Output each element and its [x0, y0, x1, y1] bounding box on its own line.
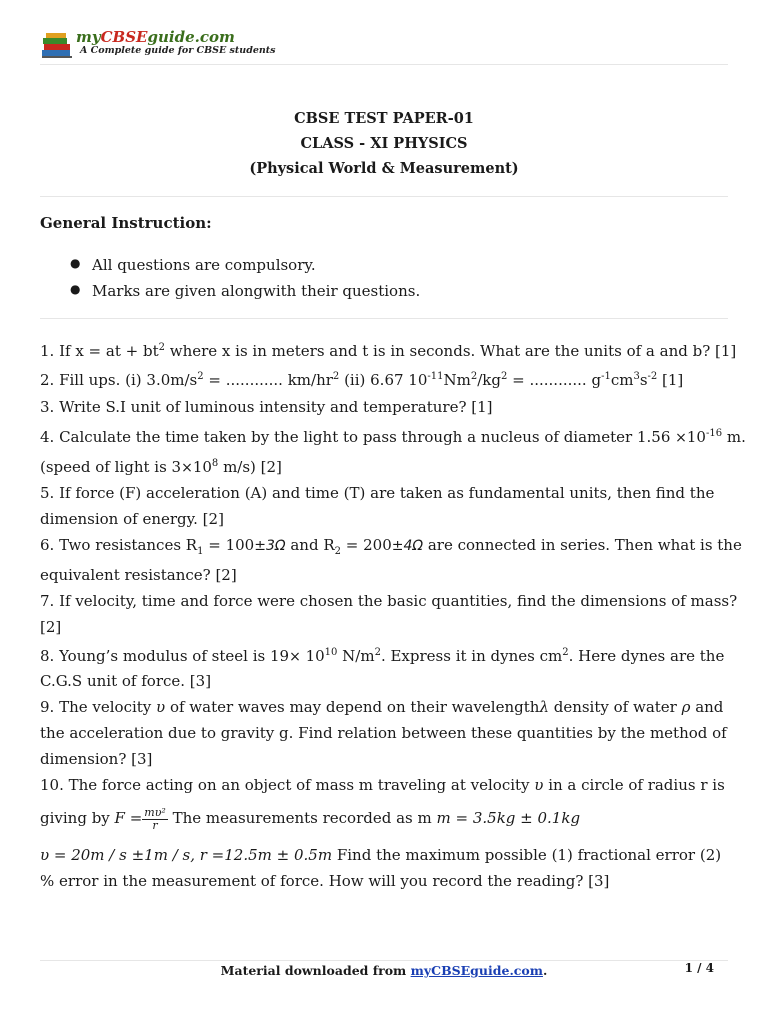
- question-9-cont: dimension? [3]: [40, 750, 153, 768]
- class-title: CLASS - XI PHYSICS: [300, 135, 468, 152]
- question-6: 6. Two resistances $R_1 = 100\pm 3\Omega$ and $R_2 = 200\pm 4\Omega$ are connected in series. Then what is the: [40, 536, 742, 557]
- question-5-cont: dimension of energy. [2]: [40, 510, 224, 528]
- question-10: 10. The force acting on an object of mass m traveling at velocity υ in a circle of radius r is: [40, 776, 725, 794]
- question-4: 4. Calculate the time taken by the light to pass through a nucleus of diameter $1.56 \times 10^{-16}$ m.: [40, 428, 746, 446]
- force-formula: $\frac{\text{mυ²}}{r}$: [144, 805, 166, 832]
- logo-tagline: A Complete guide for CBSE students: [80, 45, 276, 56]
- question-8: 8. Young’s modulus of steel is $19\times 10^{10}$ $N/m^2$. Express it in dynes $cm^2$. Here dynes are the: [40, 647, 725, 665]
- chapter-title: (Physical World & Measurement): [249, 160, 519, 177]
- question-7: 7. If velocity, time and force were chosen the basic quantities, find the dimensions of mass?: [40, 592, 738, 610]
- question-4-cont: (speed of light is $3\times 10^8$ m/s) [2]: [40, 458, 282, 476]
- question-7-cont: [2]: [40, 618, 62, 636]
- footer-divider: [40, 960, 728, 961]
- question-9-cont: the acceleration due to gravity g. Find relation between these quantities by the method of: [40, 724, 727, 742]
- divider: [40, 196, 728, 197]
- question-5: 5. If force (F) acceleration (A) and time (T) are taken as fundamental units, then find the: [40, 484, 715, 502]
- question-10-cont: giving by F = $\frac{\text{mυ²}}{r}$ The measurements recorded as m m = 3.5kg ± 0.1kg: [40, 805, 581, 832]
- divider: [40, 318, 728, 319]
- logo-brand: myCBSEguide.com: [76, 28, 235, 46]
- bullet-icon: ●: [70, 256, 81, 270]
- question-2: 2. Fill ups. (i) $3.0m/s^2$ = ............ $km/hr^2$ (ii) 6.67 $10^{-11}Nm^2/kg^2$ = ............ $g^{-1}cm^3s^{-2}$ [1]: [40, 371, 684, 389]
- instructions-heading: General Instruction:: [40, 214, 212, 232]
- paper-title: CBSE TEST PAPER-01: [294, 110, 474, 127]
- question-10-cont: υ = 20m / s ±1m / s, r =12.5m ± 0.5m Find the maximum possible (1) fractional error (2): [40, 846, 722, 864]
- question-6-cont: equivalent resistance? [2]: [40, 566, 237, 584]
- site-logo: [40, 28, 276, 64]
- question-8-cont: C.G.S unit of force. [3]: [40, 672, 212, 690]
- books-icon: [40, 30, 74, 60]
- page-number: 1 / 4: [684, 961, 714, 975]
- question-1: 1. If x = at + $bt^2$ where x is in meters and t is in seconds. What are the units of a and b? [1]: [40, 342, 737, 360]
- site-link[interactable]: myCBSEguide.com: [410, 963, 543, 978]
- divider: [40, 64, 728, 65]
- bullet-icon: ●: [70, 282, 81, 296]
- question-10-cont: % error in the measurement of force. How will you record the reading? [3]: [40, 872, 610, 890]
- question-3: 3. Write S.I unit of luminous intensity and temperature? [1]: [40, 398, 493, 416]
- question-9: 9. The velocity υ of water waves may depend on their wavelengthλ density of water ρ and: [40, 698, 724, 716]
